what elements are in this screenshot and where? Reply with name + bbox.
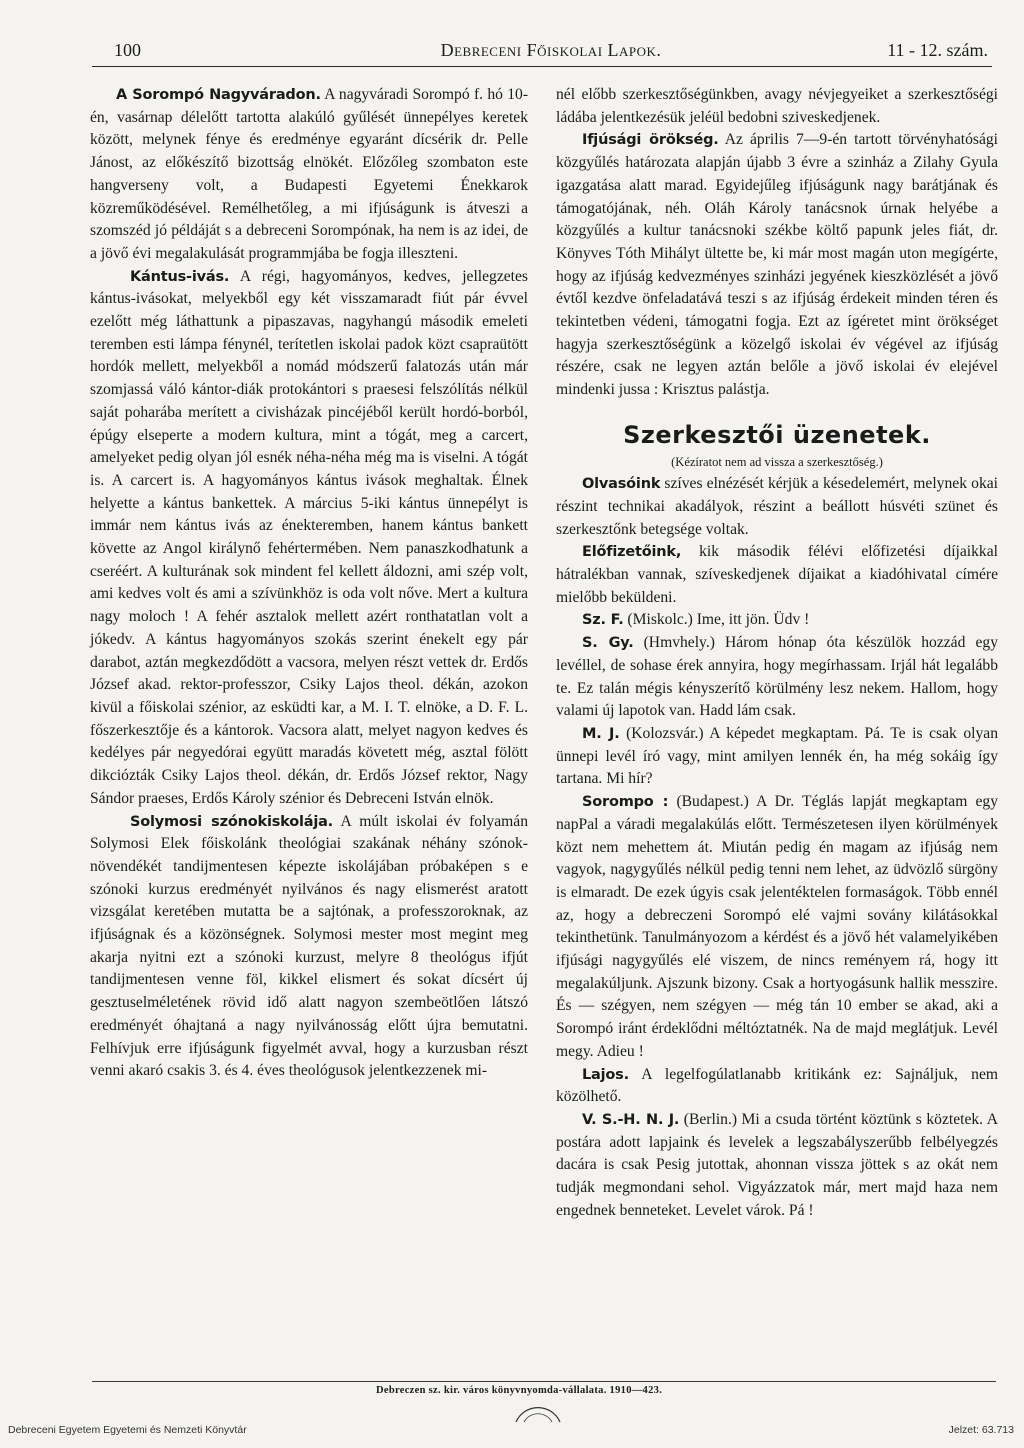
- article-heading: Solymosi szónokiskolája.: [130, 813, 333, 830]
- message-item: [556, 723, 998, 791]
- section-title: Szerkesztői üzenetek.: [623, 420, 931, 449]
- article-heading: Kántus-ivás.: [130, 268, 230, 285]
- journal-title-text: Debreceni Főiskolai Lapok.: [440, 40, 662, 60]
- message-body: (Miskolc.) Ime, itt jön. Üdv !: [623, 611, 810, 629]
- issue-number: 11 - 12. szám.: [887, 40, 988, 60]
- message-body: A legelfogúlatlanabb kritikánk ez: Sajnáljuk, nem közölhető.: [556, 1065, 998, 1106]
- article-body: A régi, hagyományos, kedves, jellegzetes kántus-ivásokat, melyekből egy két visszamaradt fiút pár évvel ezelőtt még láthattunk a pipaszavas, nagyhangú második emeleti teremben esti lámpa fénynél, terítetlen iskolai padok közt csapraütött hordók mellett, melyekből a nomád módszerű falatozás után már szomjassá váló kántor-diák protokántori s praesesi felszólítás nélkül saját poharába merített a civisházak pincéjéből került hordó-borból, épúgy elseperte a modern kultura, mint a tógát, meg a carcert, amelyeket pedig olyan jól esnék néha-néha még ma is viselni. A tógát is. A carcert is. A hagyományos kántus ivások meghaltak. Élnek helyette a kántus bankettek. A március 5-iki kántus ünnepélyt is immár nem kántus ivás az énekteremben, hanem kántus bankett követte az Angol királynő fehértermében. Nem panaszkodhatunk a cseréért. A kulturának sok mindent fel kellett áldozni, ami szép volt, ami kedves volt és ami a szívünkhöz is oda volt nőve. Mert a kultura nagy moloch ! A fehér asztalok mellett azért ronthatatlan volt a jókedv. A kántus hagyományos szokás szerint énekelt egy pár darabot, aztán megkezdődött a vacsora, melyen részt vettek dr. Erdős József akad. rektor-professzor, Csiky Lajos theol. dékán, azokon kivül a főiskolai szénior, az esküdti kar, a M. I. T. elnöke, a D. F. L. főszerkesztője és a kántorok. Vacsora alatt, melyet nagyon kedves és kedélyes pár negyedórai együtt maradás követett még, asztal fölött dikciózták Csiky Lajos theol. dékán, dr. Erdős József rektor, Nagy Sándor praeses, Erdős Károly szénior és Debreceni István elnök.: [90, 267, 528, 807]
- message-item: [556, 473, 998, 541]
- message-addressee: Lajos.: [582, 1066, 629, 1083]
- message-item: [556, 541, 998, 609]
- message-addressee: Sorompo :: [582, 794, 669, 811]
- article-body: Az április 7—9-én tartott törvényhatósági közgyűlés határozata alapján újabb 3 évre a szinház a Zilahy Gyula igazgatása alatt marad. Egyidejűleg ifjúságunk nagy barátjának és támogatójának, néh. Oláh Károly tanácsnok úrnak helyébe a közgyűlés a kultur tanácsnoki székbe költő papunk jeles fiát, dr. Könyves Tóth Mihályt ültette be, ki már most magán uton megígérte, hogy az ifjúság kedvezményes szinházi jegyének kieszközlését a jövő évtől kezdve önfeladatává teszi s az ifjúság érdekeit minden téren és tekintetben védeni, támogatni fogja. Ezt az ígéretet mint örökséget hagyja szerkesztőségünk a közelgő iskolai év végével az ifjúság részére, csak ne legyen aztán belőle a jövő iskolai év elejével mindenki jussa : Krisztus palástja.: [556, 131, 999, 399]
- article-body: A nagyváradi Sorompó f. hó 10-én, vasárnap délelőtt tartotta alakúló gyűlését ünnepélyes keretek között, melynek fénye és eredménye egyaránt dícsérik dr. Pelle Jánost, az előkészítő bizottság elnökét. Előzőleg szombaton este hangverseny volt, a Budapesti Egyetemi Énekkarok közreműködésével. Remélhetőleg, a mi ifjúságunk is átveszi a szomszéd jó példáját s a debreceni Sorompónak, ha nem is az idei, de a jövő évi megalakulását programmjába be fogja illeszteni.: [90, 86, 529, 262]
- printer-imprint: Debreczen sz. kir. város könyvnyomda-vállalata. 1910—423.: [376, 1385, 663, 1396]
- article-heading: Ifjúsági örökség.: [582, 132, 719, 149]
- header-rule: [92, 66, 992, 67]
- message-addressee: M. J.: [582, 725, 620, 742]
- message-body: (Budapest.) A Dr. Téglás lapját megkaptam egy napPal a váradi megalakúlás előtt. Természetesen ilyen körülmények közt nem mehettem át. Miután pedig én magam az ifjúság nem vagyok, nagygyűlés nélkül pedig tenni nem lehet, az üdvözlő sürgöny is elmaradt. De ezek úgyis csak jelentéktelen formaságok. Több ennél az, hogy a debreczeni Sorompó elé vajmi sovány kilátásokkal tekinthetünk. Tanulmányozom a kérdést és a jövő hét valamelyikében ifjúsági nagygyűlés elé viszem, de nincs reményem rá, hogy itt megalakúljunk. Ajszunk bizony. Csak a hortyogásunk hallik messzire. És — szégyen, nem szégyen — még tán 10 ember se akad, aki a Sorompó iránt érdeklődni méltóztatnék. Na de majd meglátjuk. Levél megy. Adieu !: [556, 793, 999, 1060]
- page-header: [96, 40, 992, 68]
- article-continuation: nél előbb szerkesztőségünkben, avagy névjegyeiket a szerkesztőségi ládába jelentkezésük jeléül bedobni sziveskedjenek.: [556, 86, 998, 126]
- right-column: [556, 84, 998, 1222]
- message-item: [556, 609, 998, 632]
- journal-title: [396, 40, 706, 61]
- message-body: szíves elnézését kérjük a késedelemért, melynek okai részint technikai akadályok, részint a beállott húsvéti szünet és szerkesztőnk betegsége voltak.: [556, 475, 998, 538]
- library-stamp-icon: [510, 1384, 566, 1424]
- message-item: [556, 632, 998, 723]
- article-solymosi: [90, 811, 528, 1083]
- message-item: [556, 791, 998, 1063]
- message-item: [556, 1109, 998, 1223]
- message-addressee: Sz. F.: [582, 612, 624, 629]
- page-number: 100: [114, 40, 141, 60]
- message-body: (Berlin.) Mi a csuda történt köztünk s köztetek. A postára adott lapjaink és levelek a legszabályszerűbb felbélyegzés dacára is csak Pesig jutottak, ahonnan vissza jöttek s az okát nem tudják megmondani sehol. Vigyázzatok már, mert majd haza nem engednek benneteket. Levelet várok. Pá !: [556, 1110, 998, 1219]
- article-orokseg: [556, 129, 998, 401]
- message-addressee: S. Gy.: [582, 635, 634, 652]
- section-note: (Kézíratot nem ad vissza a szerkesztőség.): [671, 454, 883, 469]
- library-credit: Debreceni Egyetem Egyetemi és Nemzeti Könyvtár: [8, 1424, 247, 1436]
- message-addressee: Olvasóink: [582, 476, 661, 493]
- article-kantus: [90, 266, 528, 811]
- shelfmark: Jelzet: 63.713: [948, 1424, 1014, 1436]
- article-heading: A Sorompó Nagyváradon.: [116, 87, 321, 103]
- left-column: [90, 84, 528, 1083]
- footer-rule: [92, 1381, 996, 1382]
- message-body: kik második félévi előfizetési díjaikkal hátralékban vannak, szíveskedjenek díjaikat a kiadóhivatal címére mielőbb beküldeni.: [556, 543, 998, 606]
- message-addressee: V. S.-H. N. J.: [582, 1111, 680, 1128]
- article-body: A múlt iskolai év folyamán Solymosi Elek főiskolánk theológiai szakának néhány szónok-növendékét tandijmentesen képezte iskolájában próbaképen s e szónoki kurzus eredményét nyilvános és nagy elismerést aratott vizsgálat keretében mutatta be a sajtónak, a professzoroknak, az ifjúságnak és a közönségnek. Solymosi mester most megint meg akarja nyitni ezt a szónoki kurzust, melyre 8 theológus ifjút tandijmentesen venne föl, kikkel elismert és sokat dícsért új gesztuselméletének rövid idő alatt nagyon szembeötlően látszó eredményét óhajtaná a nagy nyilvánosság előtt újra bemutatni. Felhívjuk erre ifjúságunk figyelmét avval, hogy a kurzusban részt venni akaró csakis 3. és 4. éves theológusok jelentkezzenek mi-: [90, 812, 528, 1080]
- message-body: (Hmvhely.) Három hónap óta készülök hozzád egy levéllel, de sohase érek annyira, hogy megírhassam. Irjál hát legalább te. Ez talán mégis kényszerítő körülmény lesz nekem. Hallom, hogy valami új lapotok van. Hadd lám csak.: [556, 634, 998, 720]
- message-body: (Kolozsvár.) A képedet megkaptam. Pá. Te is csak olyan ünnepi levél író vagy, mint amilyen lennék én, ha még sokáig így tartana. Mi hír?: [556, 724, 998, 788]
- article-sorompo: [90, 84, 528, 266]
- message-item: [556, 1064, 998, 1109]
- message-addressee: Előfizetőink,: [582, 544, 682, 561]
